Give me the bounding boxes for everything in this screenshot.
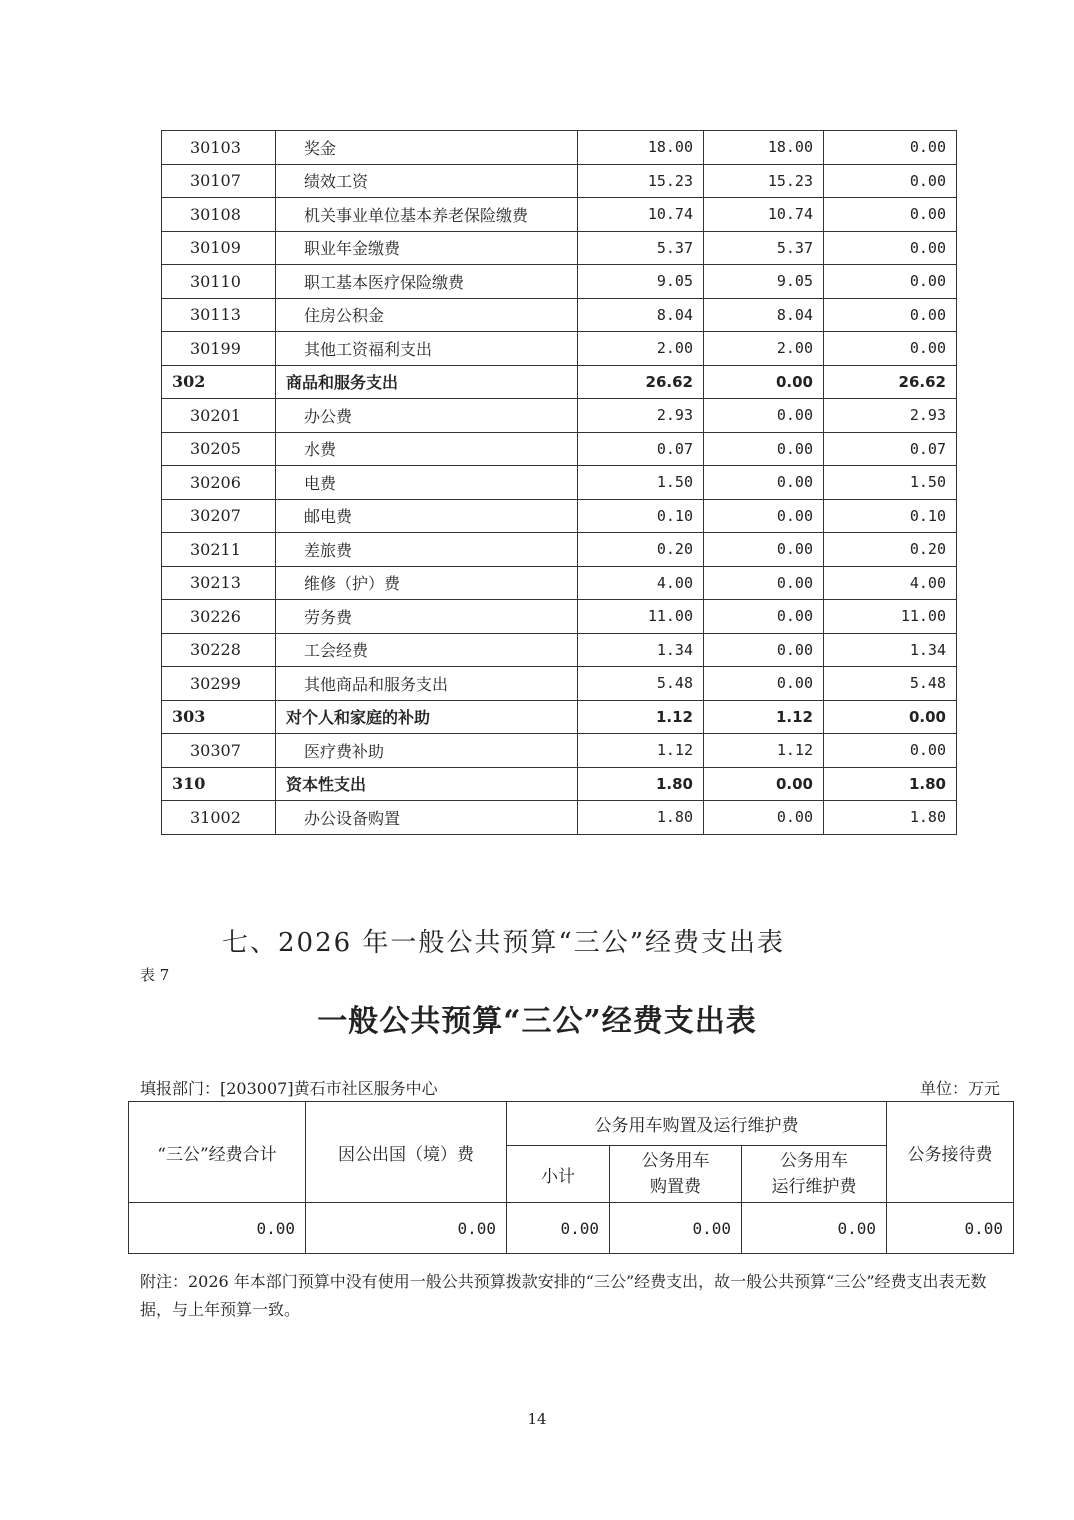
fill-department: 填报部门：[203007]黄石市社区服务中心 <box>140 1079 438 1098</box>
value-subtotal: 0.00 <box>507 1203 610 1254</box>
value-reception: 0.00 <box>887 1203 1014 1254</box>
section-heading: 七、2026 年一般公共预算“三公”经费支出表 <box>222 928 786 958</box>
row-total: 8.04 <box>578 298 704 332</box>
row-personnel: 0.00 <box>704 432 824 466</box>
header-vehicle-purchase <box>610 1146 742 1203</box>
value-total: 0.00 <box>129 1203 306 1254</box>
table-row <box>162 667 957 701</box>
table-row <box>162 298 957 332</box>
row-public: 0.00 <box>824 131 957 165</box>
row-total: 5.48 <box>578 667 704 701</box>
row-public: 0.00 <box>824 164 957 198</box>
value-abroad: 0.00 <box>306 1203 507 1254</box>
row-personnel: 0.00 <box>704 466 824 500</box>
three-public-expenses-table <box>128 1101 1014 1254</box>
table-row <box>162 332 957 366</box>
table-row <box>162 432 957 466</box>
row-name: 维修（护）费 <box>276 566 578 600</box>
value-vehicle-operation: 0.00 <box>742 1203 887 1254</box>
row-code: 302 <box>162 365 276 399</box>
row-public: 11.00 <box>824 600 957 634</box>
row-personnel: 0.00 <box>704 767 824 801</box>
row-personnel: 0.00 <box>704 633 824 667</box>
table-row <box>162 600 957 634</box>
row-name: 对个人和家庭的补助 <box>276 700 578 734</box>
row-personnel: 0.00 <box>704 566 824 600</box>
row-public: 0.20 <box>824 533 957 567</box>
row-code: 30206 <box>162 466 276 500</box>
economic-table-body <box>162 131 957 835</box>
row-name: 医疗费补助 <box>276 734 578 768</box>
header-row <box>129 1102 1014 1146</box>
row-name: 住房公积金 <box>276 298 578 332</box>
row-public: 0.00 <box>824 298 957 332</box>
row-code: 30226 <box>162 600 276 634</box>
table-row <box>162 131 957 165</box>
row-name: 邮电费 <box>276 499 578 533</box>
row-name: 职业年金缴费 <box>276 231 578 265</box>
row-name: 工会经费 <box>276 633 578 667</box>
row-public: 1.80 <box>824 767 957 801</box>
table-group-row <box>162 700 957 734</box>
row-personnel: 0.00 <box>704 365 824 399</box>
row-total: 0.20 <box>578 533 704 567</box>
row-code: 30109 <box>162 231 276 265</box>
table-row <box>162 566 957 600</box>
row-total: 0.10 <box>578 499 704 533</box>
row-public: 0.00 <box>824 231 957 265</box>
row-code: 30213 <box>162 566 276 600</box>
row-total: 1.80 <box>578 801 704 835</box>
row-name: 电费 <box>276 466 578 500</box>
row-total: 1.80 <box>578 767 704 801</box>
row-public: 1.50 <box>824 466 957 500</box>
row-name: 机关事业单位基本养老保险缴费 <box>276 198 578 232</box>
row-public: 4.00 <box>824 566 957 600</box>
row-total: 5.37 <box>578 231 704 265</box>
row-personnel: 15.23 <box>704 164 824 198</box>
header-abroad: 因公出国（境）费 <box>306 1102 507 1203</box>
row-code: 30110 <box>162 265 276 299</box>
row-code: 30228 <box>162 633 276 667</box>
row-code: 30211 <box>162 533 276 567</box>
row-public: 26.62 <box>824 365 957 399</box>
header-total: “三公”经费合计 <box>129 1102 306 1203</box>
header-vehicle-operation <box>742 1146 887 1203</box>
row-public: 0.07 <box>824 432 957 466</box>
row-total: 1.50 <box>578 466 704 500</box>
row-public: 0.00 <box>824 265 957 299</box>
row-name: 其他工资福利支出 <box>276 332 578 366</box>
row-personnel: 0.00 <box>704 499 824 533</box>
row-total: 9.05 <box>578 265 704 299</box>
row-code: 30299 <box>162 667 276 701</box>
table-row <box>162 633 957 667</box>
row-name: 绩效工资 <box>276 164 578 198</box>
table-row <box>162 399 957 433</box>
row-name: 水费 <box>276 432 578 466</box>
row-code: 30207 <box>162 499 276 533</box>
footnote: 附注：2026 年本部门预算中没有使用一般公共预算拨款安排的“三公”经费支出，故一般公共预算“三公”经费支出表无数据，与上年预算一致。 <box>140 1272 987 1319</box>
row-public: 0.00 <box>824 700 957 734</box>
row-code: 310 <box>162 767 276 801</box>
row-total: 18.00 <box>578 131 704 165</box>
row-personnel: 1.12 <box>704 700 824 734</box>
row-public: 2.93 <box>824 399 957 433</box>
row-personnel: 1.12 <box>704 734 824 768</box>
table-row <box>162 231 957 265</box>
header-subtotal: 小计 <box>507 1146 610 1203</box>
table-number: 表 7 <box>140 966 170 984</box>
table-row <box>162 198 957 232</box>
row-name: 资本性支出 <box>276 767 578 801</box>
row-total: 26.62 <box>578 365 704 399</box>
row-total: 1.12 <box>578 734 704 768</box>
header-vehicle-operation-line1: 公务用车 <box>780 1151 848 1171</box>
row-code: 303 <box>162 700 276 734</box>
row-public: 0.10 <box>824 499 957 533</box>
row-total: 10.74 <box>578 198 704 232</box>
row-public: 5.48 <box>824 667 957 701</box>
row-name: 办公费 <box>276 399 578 433</box>
row-name: 差旅费 <box>276 533 578 567</box>
table-row <box>162 265 957 299</box>
row-public: 0.00 <box>824 734 957 768</box>
table-row <box>162 533 957 567</box>
row-personnel: 0.00 <box>704 801 824 835</box>
row-personnel: 2.00 <box>704 332 824 366</box>
row-code: 30307 <box>162 734 276 768</box>
row-total: 1.12 <box>578 700 704 734</box>
row-personnel: 9.05 <box>704 265 824 299</box>
row-code: 30199 <box>162 332 276 366</box>
table-row <box>162 734 957 768</box>
row-code: 31002 <box>162 801 276 835</box>
row-personnel: 8.04 <box>704 298 824 332</box>
unit-label: 单位：万元 <box>919 1079 1000 1098</box>
row-code: 30103 <box>162 131 276 165</box>
row-personnel: 0.00 <box>704 399 824 433</box>
header-vehicle-group: 公务用车购置及运行维护费 <box>507 1102 887 1146</box>
row-personnel: 0.00 <box>704 600 824 634</box>
table-group-row <box>162 767 957 801</box>
row-total: 1.34 <box>578 633 704 667</box>
table-row <box>162 164 957 198</box>
row-total: 15.23 <box>578 164 704 198</box>
row-personnel: 0.00 <box>704 533 824 567</box>
row-personnel: 18.00 <box>704 131 824 165</box>
row-personnel: 0.00 <box>704 667 824 701</box>
row-total: 4.00 <box>578 566 704 600</box>
row-code: 30205 <box>162 432 276 466</box>
row-personnel: 10.74 <box>704 198 824 232</box>
row-total: 2.00 <box>578 332 704 366</box>
row-public: 1.80 <box>824 801 957 835</box>
row-code: 30108 <box>162 198 276 232</box>
table-row <box>162 499 957 533</box>
row-name: 劳务费 <box>276 600 578 634</box>
value-vehicle-purchase: 0.00 <box>610 1203 742 1254</box>
row-personnel: 5.37 <box>704 231 824 265</box>
row-code: 30107 <box>162 164 276 198</box>
row-public: 1.34 <box>824 633 957 667</box>
row-total: 2.93 <box>578 399 704 433</box>
header-reception: 公务接待费 <box>887 1102 1014 1203</box>
row-total: 0.07 <box>578 432 704 466</box>
value-row <box>129 1203 1014 1254</box>
row-name: 其他商品和服务支出 <box>276 667 578 701</box>
table-row <box>162 466 957 500</box>
main-title: 一般公共预算“三公”经费支出表 <box>317 1004 757 1039</box>
table-row <box>162 801 957 835</box>
row-public: 0.00 <box>824 198 957 232</box>
table-group-row <box>162 365 957 399</box>
header-vehicle-purchase-line2: 购置费 <box>650 1177 701 1197</box>
row-total: 11.00 <box>578 600 704 634</box>
row-code: 30201 <box>162 399 276 433</box>
row-name: 职工基本医疗保险缴费 <box>276 265 578 299</box>
page-number: 14 <box>527 1410 547 1428</box>
row-name: 商品和服务支出 <box>276 365 578 399</box>
row-public: 0.00 <box>824 332 957 366</box>
header-vehicle-purchase-line1: 公务用车 <box>641 1151 710 1171</box>
economic-classification-table <box>161 130 957 835</box>
row-name: 奖金 <box>276 131 578 165</box>
row-code: 30113 <box>162 298 276 332</box>
row-name: 办公设备购置 <box>276 801 578 835</box>
header-vehicle-operation-line2: 运行维护费 <box>771 1177 857 1197</box>
